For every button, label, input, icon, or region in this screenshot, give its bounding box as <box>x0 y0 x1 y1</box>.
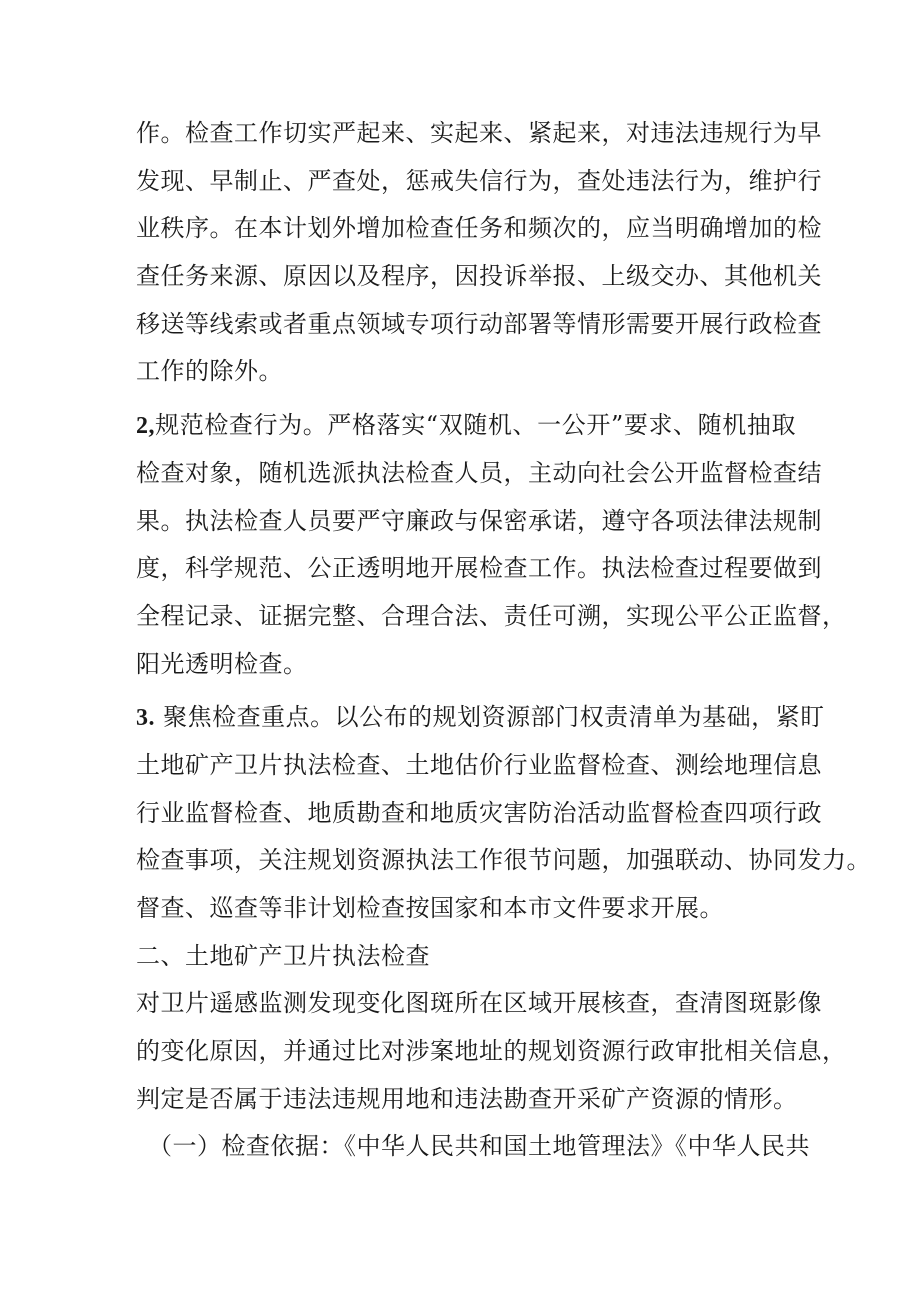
paragraph-line: 查任务来源、原因以及程序，因投诉举报、上级交办、其他机关 <box>136 262 822 291</box>
paragraph-line: 业秩序。在本计划外增加检查任务和频次的，应当明确增加的检 <box>136 214 822 243</box>
paragraph-line: 检查对象，随机选派执法检查人员，主动向社会公开监督检查结 <box>136 458 822 487</box>
paragraph-line: 督查、巡查等非计划检查按国家和本市文件要求开展。 <box>136 894 724 922</box>
paragraph-line: 土地矿产卫片执法检查、土地估价行业监督检查、测绘地理信息 <box>136 750 822 779</box>
paragraph-line: 工作的除外。 <box>136 357 283 386</box>
paragraph-line: 检查事项，关注规划资源执法工作很节问题，加强联动、协同发力。 <box>136 846 871 875</box>
paragraph-line: 果。执法检查人员要严守廉政与保密承诺，遵守各项法律法规制 <box>136 506 822 535</box>
item-text: 聚焦检查重点。以公布的规划资源部门权责清单为基础，紧盯 <box>163 703 825 732</box>
paragraph-line: 作。检查工作切实严起来、实起来、紧起来，对违法违规行为早 <box>136 119 822 147</box>
item-number: 2, <box>136 413 155 440</box>
paragraph-line: 判定是否属于违法违规用地和违法勘查开采矿产资源的情形。 <box>136 1084 798 1113</box>
document-body <box>136 110 871 1171</box>
paragraph-line: 度，科学规范、公正透明地开展检查工作。执法检查过程要做到 <box>136 554 822 583</box>
paragraph-line: 阳光透明检查。 <box>136 649 308 678</box>
item-3-first-line <box>136 694 825 742</box>
paragraph-line: 发现、早制止、严查处，惩戒失信行为，查处违法行为，维护行 <box>136 166 822 195</box>
item-2-first-line <box>136 402 796 450</box>
paragraph-line: 移送等线索或者重点领域专项行动部署等情形需要开展行政检查 <box>136 309 822 338</box>
subsection-line: （一）检查依据：《中华人民共和国土地管理法》《中华人民共 <box>148 1132 810 1161</box>
paragraph-line: 的变化原因，并通过比对涉案地址的规划资源行政审批相关信息， <box>136 1037 847 1066</box>
item-text: 规范检查行为。严格落实“双随机、一公开”要求、随机抽取 <box>155 411 796 440</box>
paragraph-line: 行业监督检查、地质勘查和地质灾害防治活动监督检查四项行政 <box>136 798 822 827</box>
section-heading: 二、土地矿产卫片执法检查 <box>136 941 430 970</box>
paragraph-line: 全程记录、证据完整、合理合法、责任可溯，实现公平公正监督， <box>136 601 847 630</box>
paragraph-line: 对卫片遥感监测发现变化图斑所在区域开展核查，查清图斑影像 <box>136 989 822 1018</box>
item-number: 3. <box>136 705 155 732</box>
